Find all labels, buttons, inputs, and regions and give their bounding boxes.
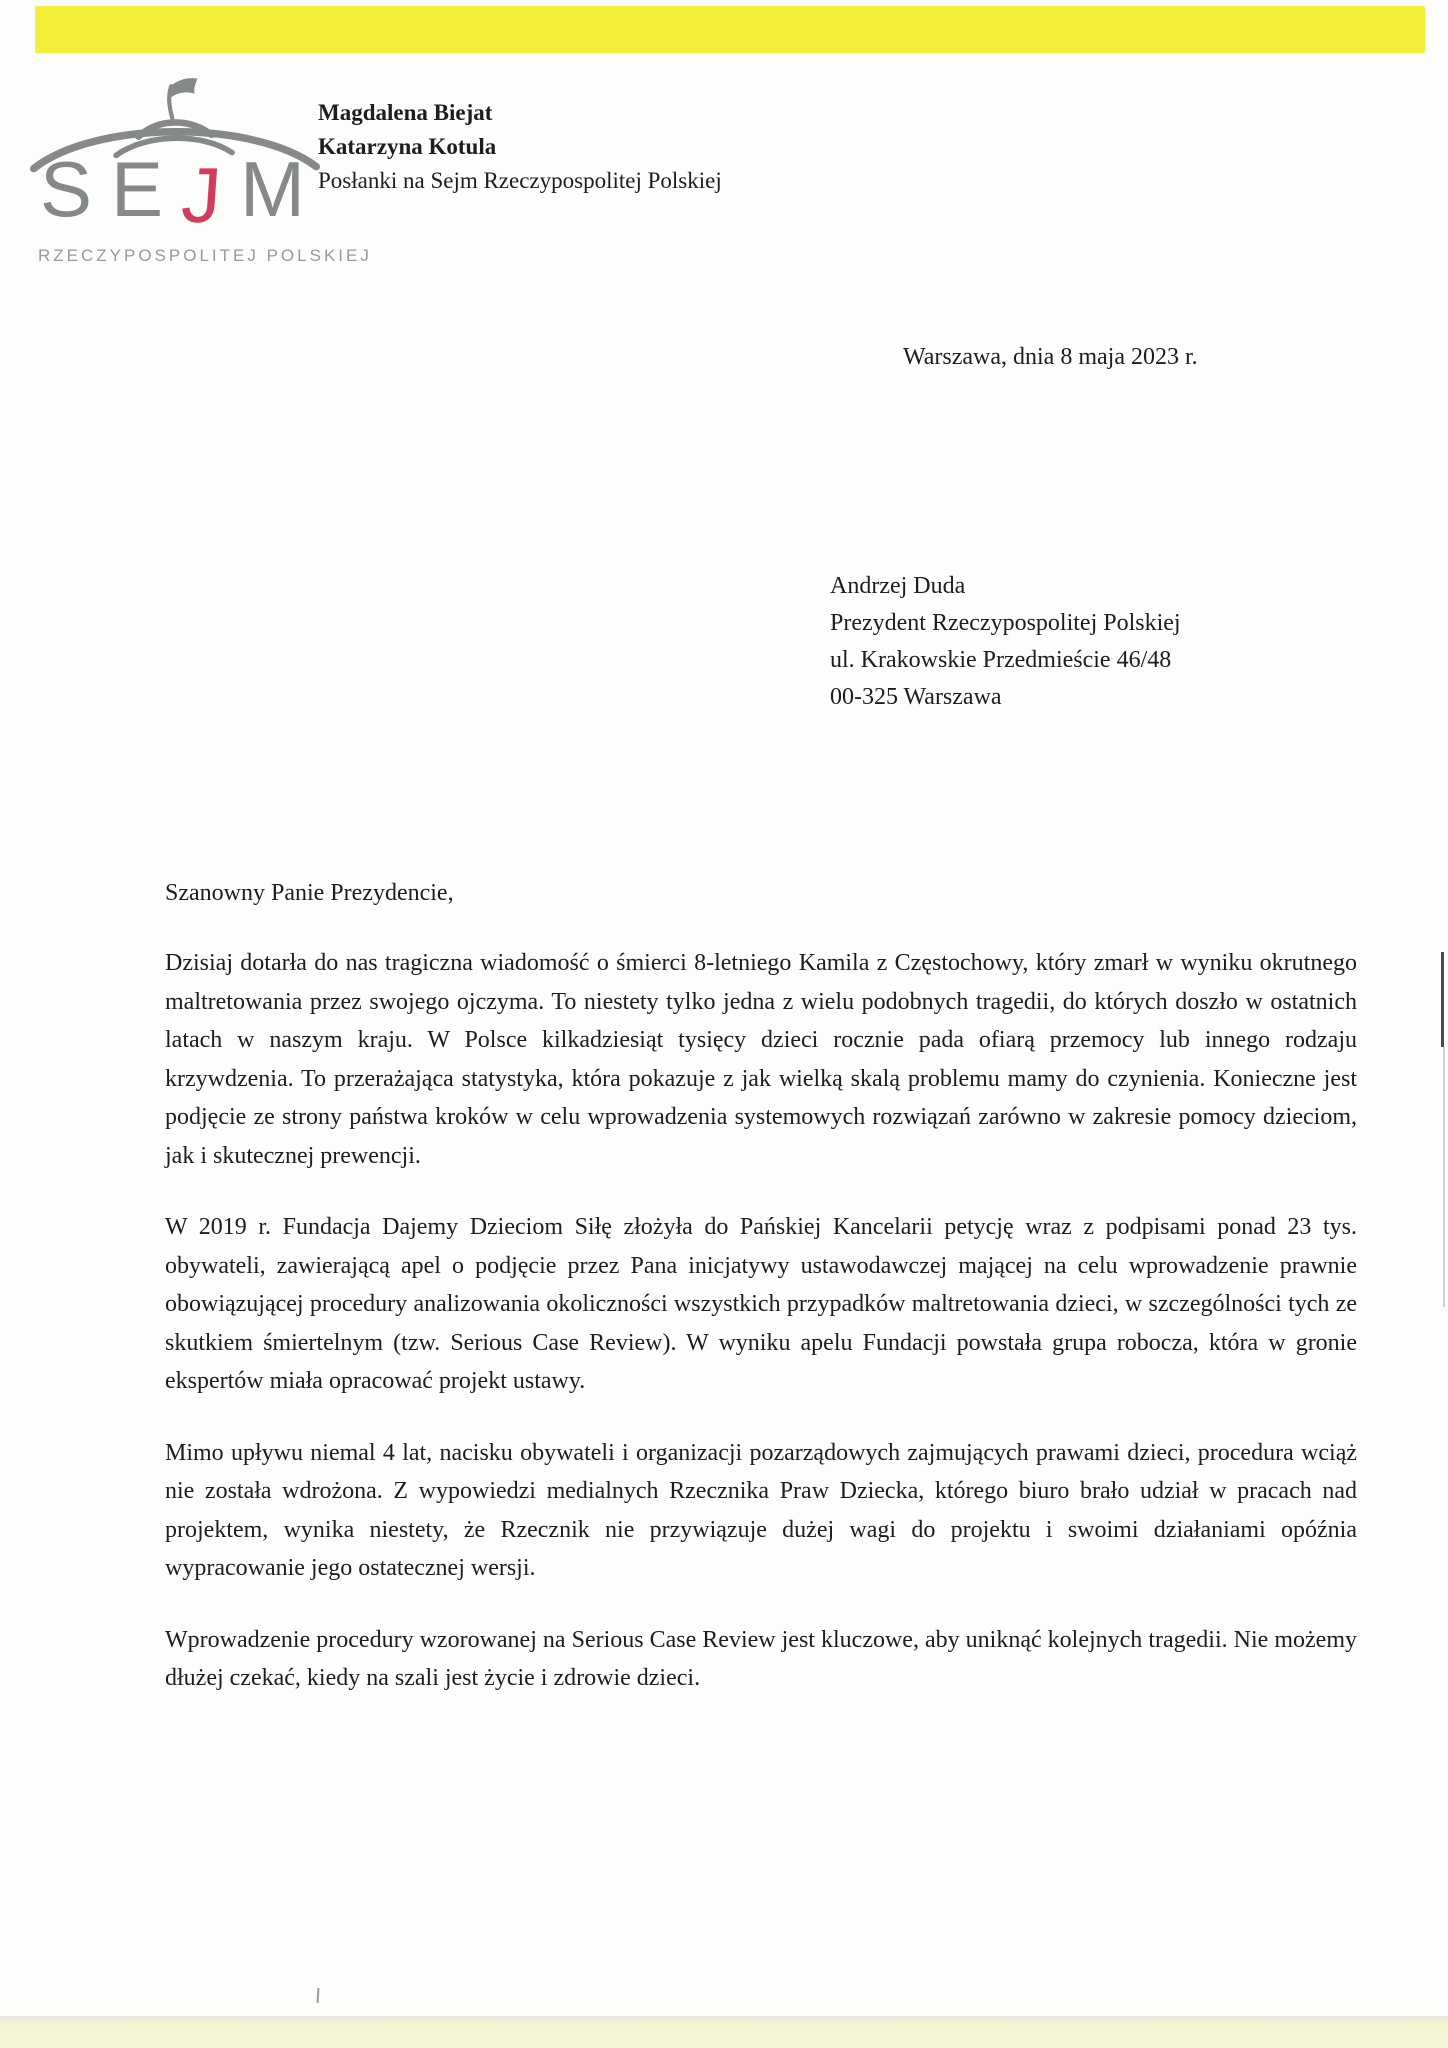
sender-name-1: Magdalena Biejat	[318, 100, 493, 125]
recipient-name: Andrzej Duda	[830, 573, 966, 599]
paragraph-1: Dzisiaj dotarła do nas tragiczna wiadomość o śmierci 8-letniego Kamila z Częstochowy, który zmarł w wyniku okrutnego maltretowania przez swojego ojczyma. To niestety tylko jedna z wielu podobnych tragedii, do których doszło w ostatnich latach w naszym kraju. W Polsce kilkadziesiąt tysięcy dzieci rocznie pada ofiarą przemocy lub innego rodzaju krzywdzenia. To przerażająca statystyka, która pokazuje z jak wielką skalą problemu mamy do czynienia. Konieczne jest podjęcie ze strony państwa kroków w celu wprowadzenia systemowych rozwiązań zarówno w zakresie pomocy dzieciom, jak i skutecznej prewencji.	[165, 950, 1357, 1169]
logo-letter-e: E	[111, 145, 164, 233]
logo-subtitle: RZECZYPOSPOLITEJ POLSKIEJ	[38, 246, 372, 265]
scan-edge-artifact-light	[1443, 1047, 1445, 1307]
recipient-title: Prezydent Rzeczypospolitej Polskiej	[830, 610, 1181, 636]
scan-edge-artifact-dark	[1441, 952, 1444, 1047]
sejm-logo	[30, 58, 372, 273]
paragraph-3: Mimo upływu niemal 4 lat, nacisku obywateli i organizacji pozarządowych zajmujących prawami dzieci, procedura wciąż nie została wdrożona. Z wypowiedzi medialnych Rzecznika Praw Dziecka, którego biuro brało udział w pracach nad projektem, wynika niestety, że Rzecznik nie przywiązuje dużej wagi do projektu i swoimi działaniami opóźnia wypracowanie jego ostatecznej wersji.	[165, 1439, 1357, 1581]
paragraph-4: Wprowadzenie procedury wzorowanej na Serious Case Review jest kluczowe, aby uniknąć kolejnych tragedii. Nie możemy dłużej czekać, kiedy na szali jest życie i zdrowie dzieci.	[165, 1626, 1357, 1691]
logo-letter-s: S	[40, 145, 93, 233]
sejm-logo-letters	[40, 145, 305, 239]
sender-role: Posłanki na Sejm Rzeczypospolitej Polskiej	[318, 168, 722, 193]
logo-letter-j: J	[178, 151, 225, 239]
sender-name-2: Katarzyna Kotula	[318, 134, 497, 159]
logo-letter-m: M	[240, 145, 305, 233]
scan-stray-mark	[317, 1988, 320, 2003]
dateline: Warszawa, dnia 8 maja 2023 r.	[903, 344, 1198, 370]
bottom-page-edge-band	[0, 2016, 1448, 2048]
recipient-street: ul. Krakowskie Przedmieście 46/48	[830, 647, 1172, 673]
recipient-block	[830, 568, 1181, 716]
sender-block	[318, 96, 722, 198]
salutation: Szanowny Panie Prezydencie,	[165, 880, 454, 906]
top-highlight-bar	[35, 6, 1425, 53]
letter-body	[165, 944, 1357, 1731]
recipient-city: 00-325 Warszawa	[830, 684, 1002, 710]
paragraph-2: W 2019 r. Fundacja Dajemy Dzieciom Siłę złożyła do Pańskiej Kancelarii petycję wraz z podpisami ponad 23 tys. obywateli, zawierającą apel o podjęcie przez Pana inicjatywy ustawodawczej mającej na celu wprowadzenie prawnie obowiązującej procedury analizowania okoliczności wszystkich przypadków maltretowania dzieci, w szczególności tych ze skutkiem śmiertelnym (tzw. Serious Case Review). W wyniku apelu Fundacji powstała grupa robocza, która w gronie ekspertów miała opracować projekt ustawy.	[165, 1214, 1357, 1394]
